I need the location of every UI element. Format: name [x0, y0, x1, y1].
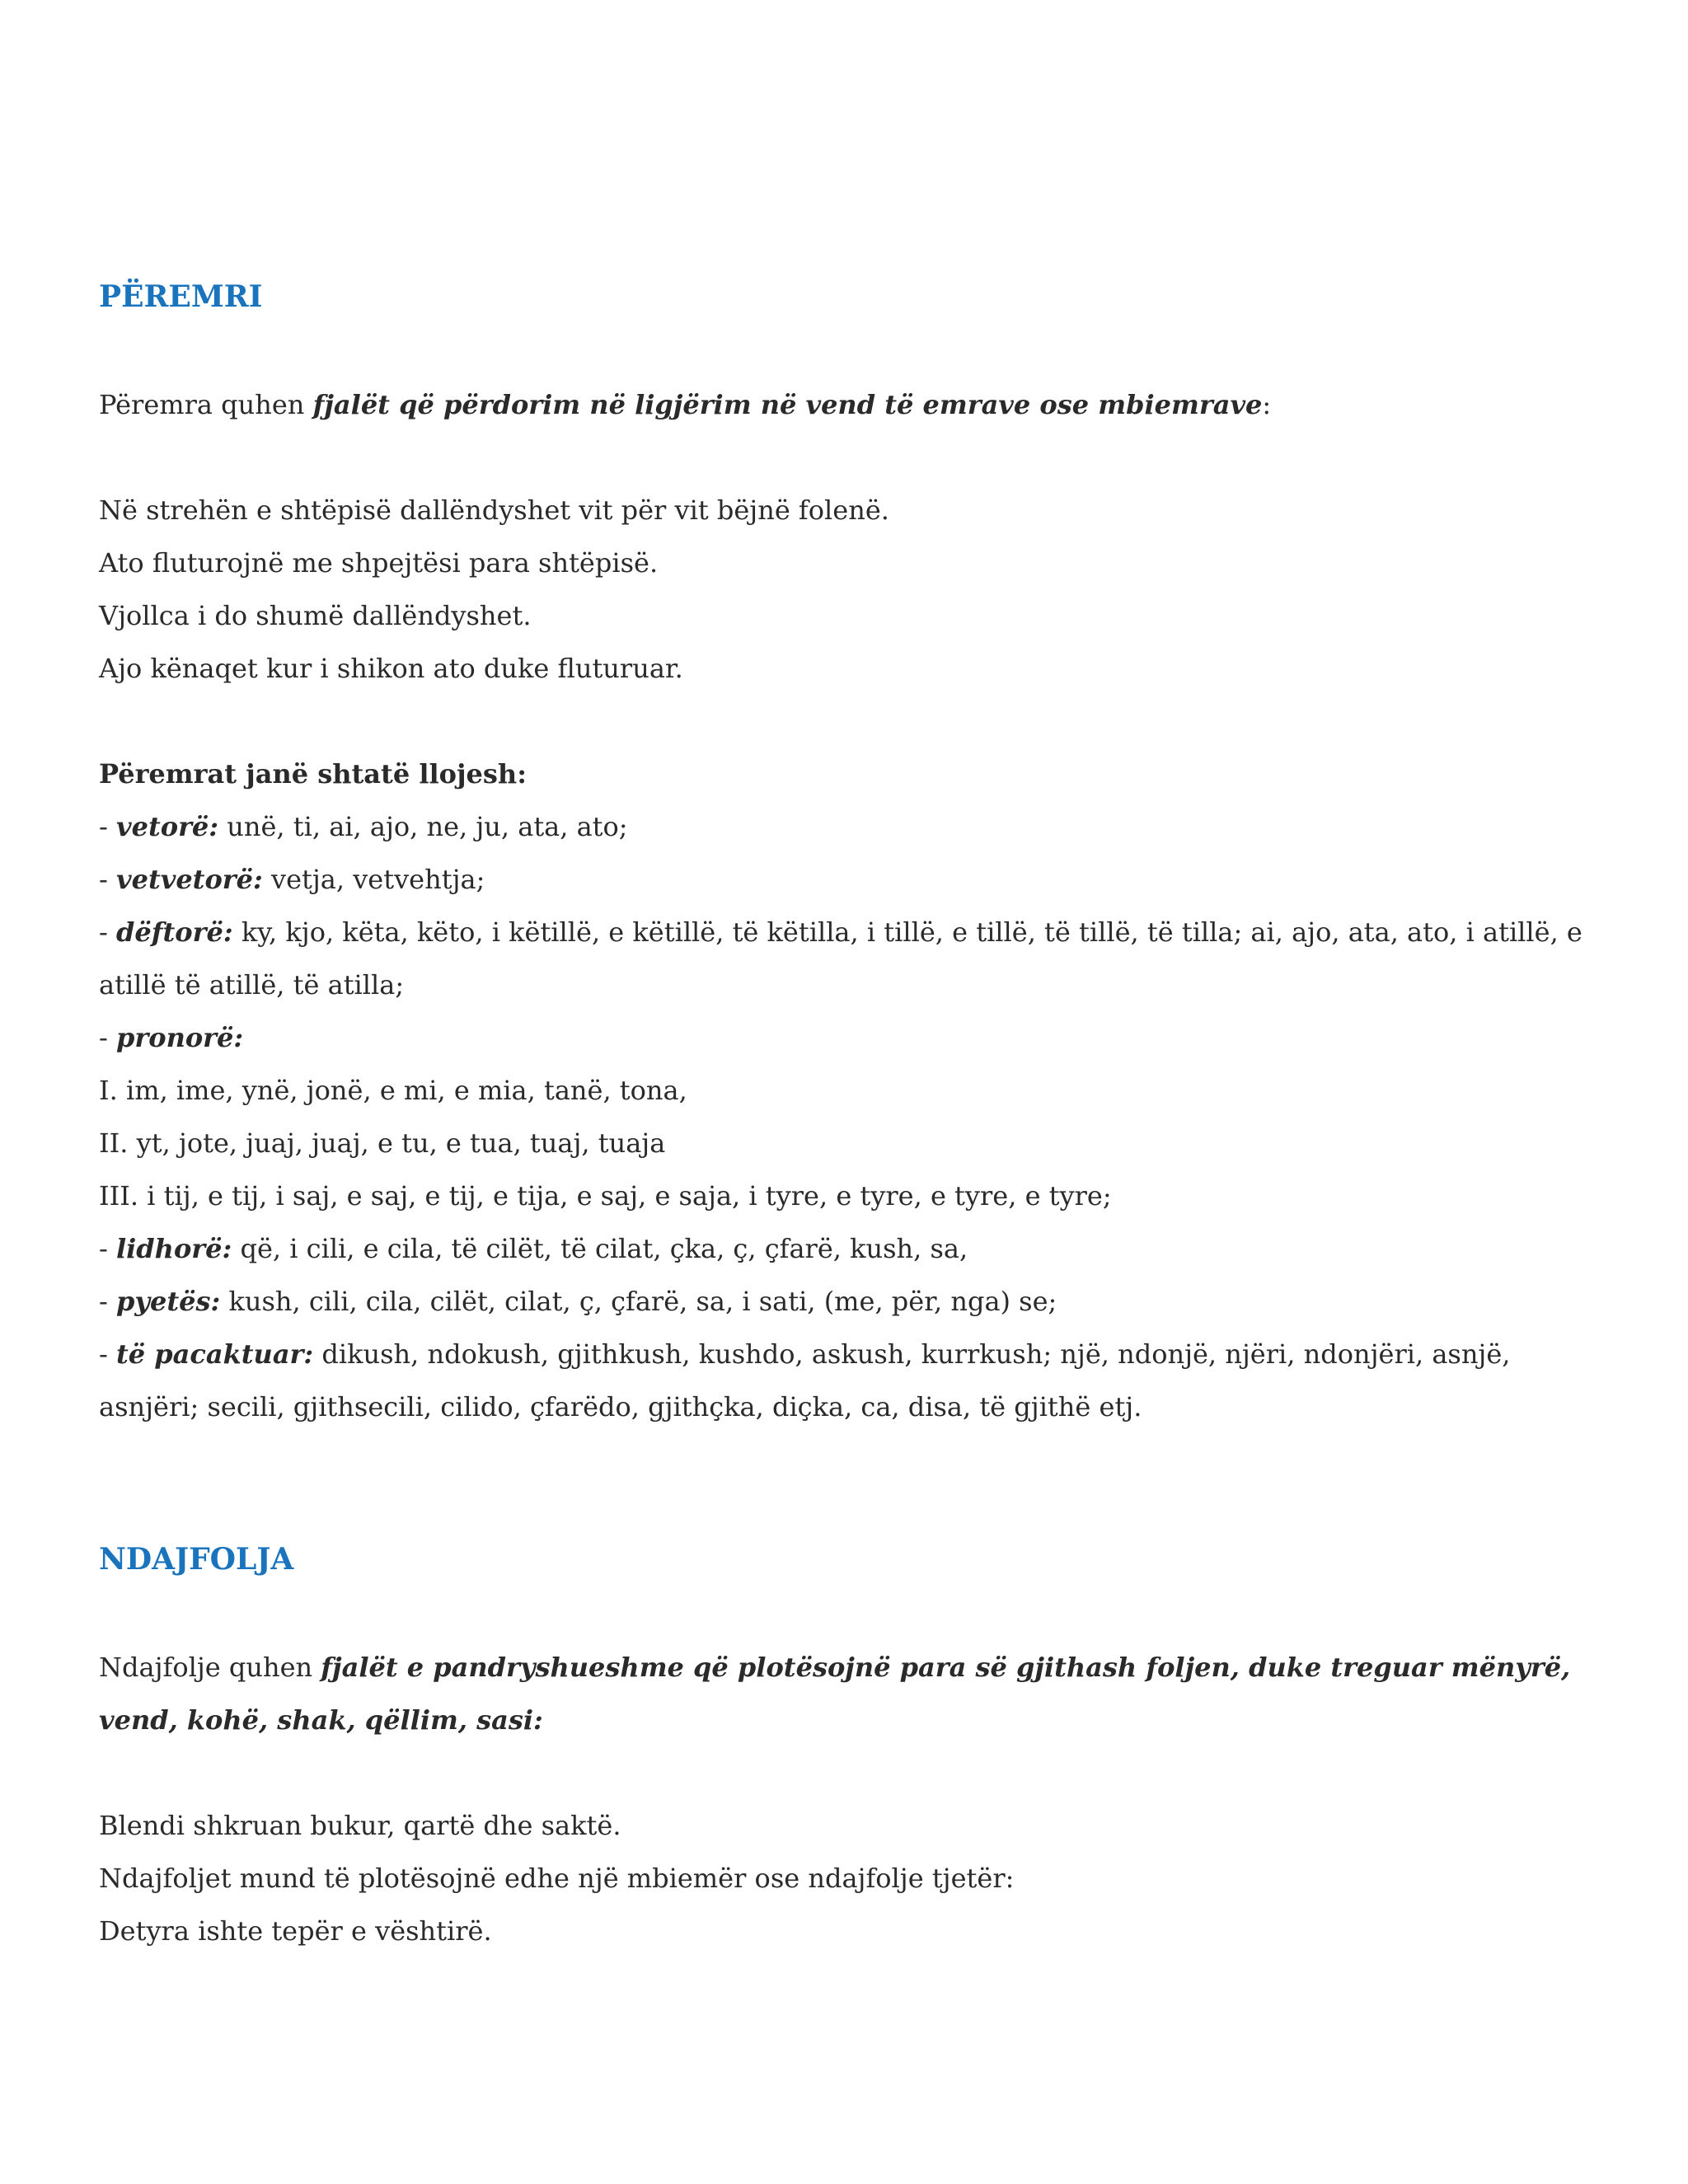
example-line: Në strehën e shtëpisë dallëndyshet vit për vit bëjnë folenë.: [99, 494, 889, 526]
pronoun-type-examples: vetja, vetvehtja;: [262, 864, 485, 895]
pronoun-type-name: pyetës:: [115, 1286, 221, 1317]
pronoun-type-name: dëftorë:: [115, 916, 233, 948]
example-line: Vjollca i do shumë dallëndyshet.: [99, 600, 532, 631]
item-dash: -: [99, 1233, 116, 1264]
pronoun-type-examples: unë, ti, ai, ajo, ne, ju, ata, ato;: [218, 811, 628, 842]
example-line: Detyra ishte tepër e vështirë.: [99, 1915, 492, 1947]
pronoun-type-item: [99, 853, 485, 906]
definition-emphasis: fjalët e pandryshueshme që plotësojnë para së gjithash foljen, duke treguar mënyrë, vend, kohë, shak, qëllim, sasi:: [99, 1652, 1571, 1736]
pronoun-type-examples: dikush, ndokush, gjithkush, kushdo, askush, kurrkush; një, ndonjë, njëri, ndonjëri, asnjë, asnjëri; secili, gjithsecili, cilido, çfarëdo, gjithçka, diçka, ca, disa, të gjithë etj.: [99, 1338, 1511, 1422]
example-line: Ato fluturojnë me shpejtësi para shtëpisë.: [99, 547, 659, 579]
example-line: Blendi shkruan bukur, qartë dhe saktë.: [99, 1810, 621, 1841]
pronoun-type-item: [99, 906, 1599, 1011]
item-dash: -: [99, 1022, 116, 1053]
possessive-line: I. im, ime, ynë, jonë, e mi, e mia, tanë, tona,: [99, 1075, 687, 1106]
pronoun-type-item: [99, 1011, 243, 1064]
pronoun-type-item: [99, 1275, 1057, 1328]
pronoun-type-name: lidhorë:: [115, 1233, 232, 1264]
item-dash: -: [99, 864, 116, 895]
pronoun-type-examples: kush, cili, cila, cilët, cilat, ç, çfarë, sa, i sati, (me, për, nga) se;: [220, 1286, 1057, 1317]
pronoun-type-name: vetorë:: [115, 811, 219, 842]
definition-paragraph: [99, 378, 1271, 431]
item-dash: -: [99, 1286, 116, 1317]
possessive-line: II. yt, jote, juaj, juaj, e tu, e tua, tuaj, tuaja: [99, 1127, 666, 1159]
pronoun-type-name: pronorë:: [115, 1022, 244, 1053]
pronoun-type-name: vetvetorë:: [115, 864, 263, 895]
item-dash: -: [99, 1338, 116, 1370]
definition-suffix: :: [1262, 389, 1272, 420]
definition-paragraph: [99, 1641, 1599, 1746]
definition-emphasis: fjalët që përdorim në ligjërim në vend të emrave ose mbiemrave: [312, 389, 1263, 420]
definition-prefix: Përemra quhen: [99, 389, 313, 420]
pronoun-type-name: të pacaktuar:: [115, 1338, 314, 1370]
pronoun-type-item: [99, 800, 628, 853]
item-dash: -: [99, 916, 116, 948]
section-heading-peremri: PËREMRI: [99, 279, 263, 314]
pronoun-type-item: [99, 1222, 968, 1275]
example-line: Ajo kënaqet kur i shikon ato duke fluturuar.: [99, 653, 683, 684]
pronoun-type-item: [99, 1328, 1599, 1433]
item-dash: -: [99, 811, 116, 842]
section-heading-ndajfolja: NDAJFOLJA: [99, 1542, 294, 1577]
example-line: Ndajfoljet mund të plotësojnë edhe një mbiemër ose ndajfolje tjetër:: [99, 1863, 1015, 1894]
definition-prefix: Ndajfolje quhen: [99, 1652, 321, 1683]
possessive-line: III. i tij, e tij, i saj, e saj, e tij, e tija, e saj, e saja, i tyre, e tyre, e tyre, e tyre;: [99, 1180, 1112, 1212]
pronoun-type-examples: që, i cili, e cila, të cilët, të cilat, çka, ç, çfarë, kush, sa,: [232, 1233, 968, 1264]
pronoun-type-examples: ky, kjo, këta, këto, i këtillë, e këtillë, të këtilla, i tillë, e tillë, të tillë, të tilla; ai, ajo, ata, ato, i atillë, e atillë të atillë, të atilla;: [99, 916, 1582, 1001]
types-title: Përemrat janë shtatë llojesh:: [99, 758, 527, 790]
